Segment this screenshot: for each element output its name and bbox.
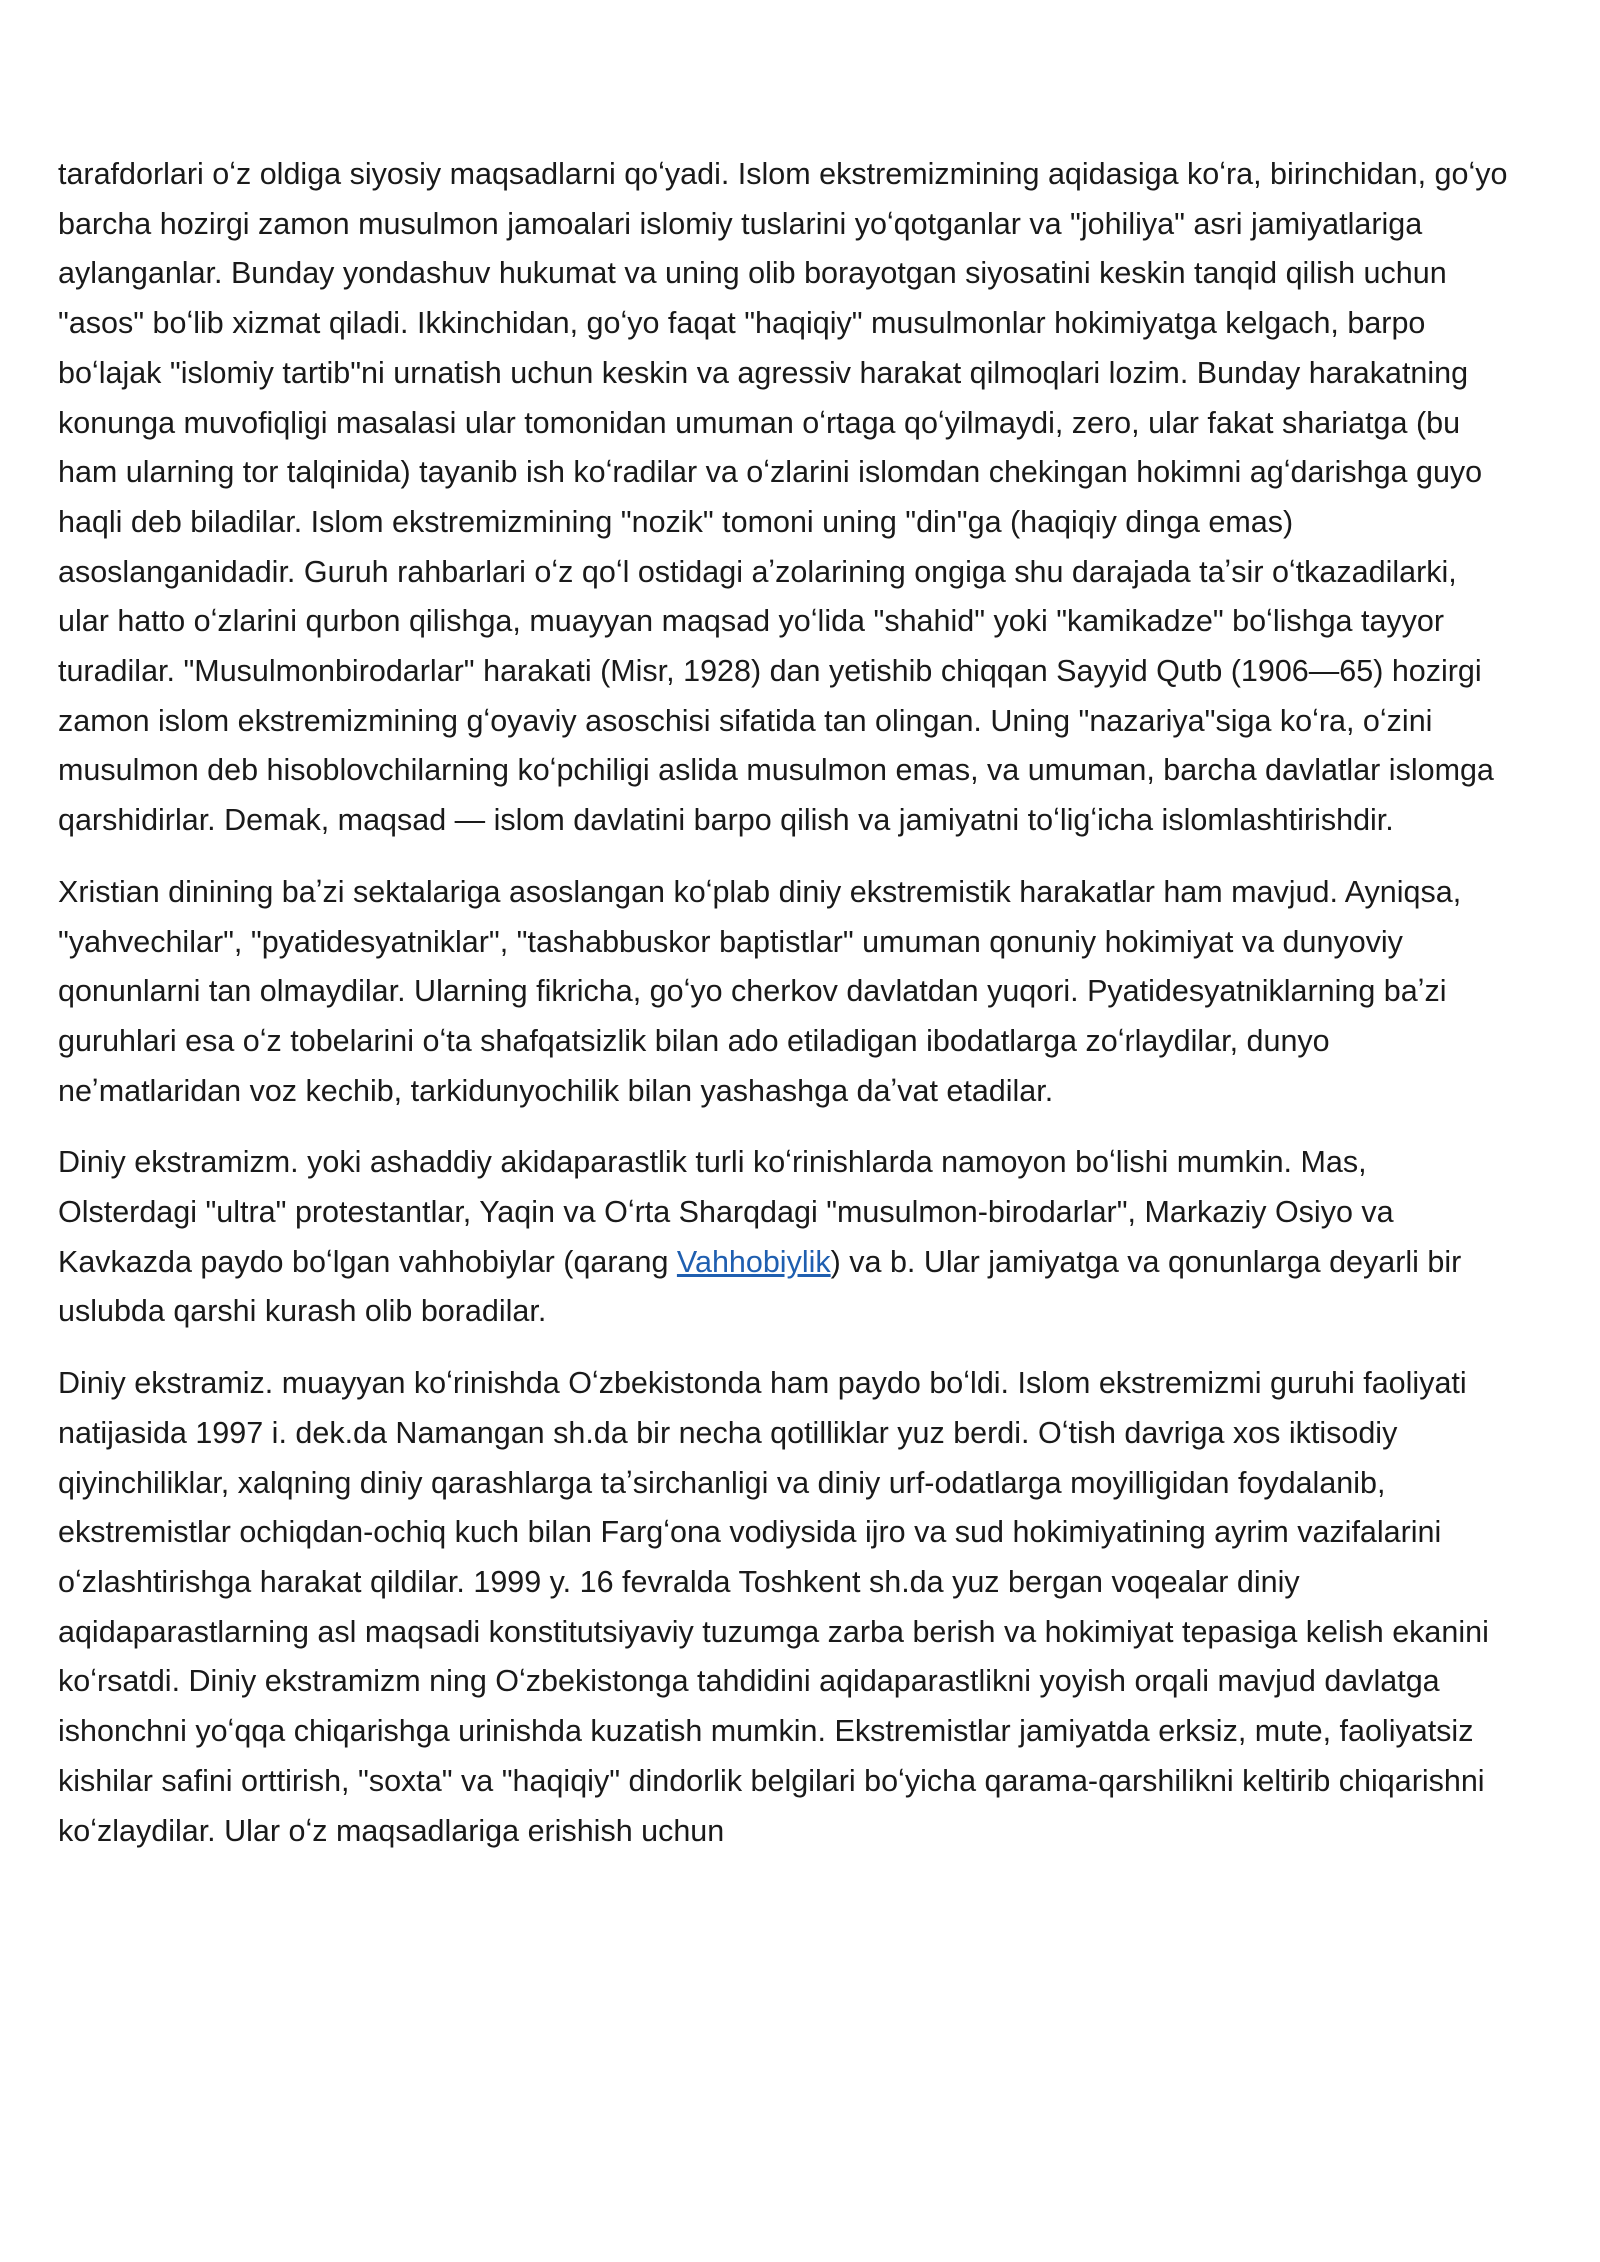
paragraph-uzbekistan (58, 1359, 1508, 1856)
paragraph-islamic-extremism (58, 150, 1508, 846)
vahhobiylik-link[interactable]: Vahhobiylik (676, 1244, 831, 1279)
paragraph-text-after-link: ) va b. Ular jamiyatga va qonunlarga deyarli bir uslubda qarshi kurash olib boradilar. (58, 1244, 1462, 1329)
paragraph-forms-of-extremism (58, 1138, 1508, 1337)
paragraph-text: tarafdorlari oʻz oldiga siyosiy maqsadlarni qoʻyadi. Islom ekstremizmining aqidasiga koʻra, birinchidan, goʻyo barcha hozirgi zamon musulmon jamoalari islomiy tuslarini yoʻqotganlar va "johiliya" asri jamiyatlariga aylanganlar. Bunday yondashuv hukumat va uning olib borayotgan siyosatini keskin tanqid qilish uchun "asos" boʻlib xizmat qiladi. Ikkinchidan, goʻyo faqat "haqiqiy" musulmonlar hokimiyatga kelgach, barpo boʻlajak "islomiy tartib"ni urnatish uchun keskin va agressiv harakat qilmoqlari lozim. Bunday harakatning konunga muvofiqligi masalasi ular tomonidan umuman oʻrtaga qoʻyilmaydi, zero, ular fakat shariatga (bu ham ularning tor talqinida) tayanib ish koʻradilar va oʻzlarini islomdan chekingan hokimni agʻdarishga guyo haqli deb biladilar. Islom ekstremizmining "nozik" tomoni uning "din"ga (haqiqiy dinga emas) asoslanganidadir. Guruh rahbarlari oʻz qoʻl ostidagi aʼzolarining ongiga shu darajada taʼsir oʻtkazadilarki, ular hatto oʻzlarini qurbon qilishga, muayyan maqsad yoʻlida "shahid" yoki "kamikadze" boʻlishga tayyor turadilar. "Musulmonbirodarlar" harakati (Misr, 1928) dan yetishib chiqqan Sayyid Qutb (1906—65) hozirgi zamon islom ekstremizmining gʻoyaviy asoschisi sifatida tan olingan. Uning "nazariya"siga koʻra, oʻzini musulmon deb hisoblovchilarning koʻpchiligi aslida musulmon emas, va umuman, barcha davlatlar islomga qarshidirlar. Demak, maqsad — islom davlatini barpo qilish va jamiyatni toʻligʻicha islomlashtirishdir. (58, 157, 1508, 838)
document-page (58, 150, 1508, 1878)
paragraph-text: Diniy ekstramiz. muayyan koʻrinishda Oʻzbekistonda ham paydo boʻldi. Islom ekstremizmi guruhi faoliyati natijasida 1997 i. dek.da Namangan sh.da bir necha qotilliklar yuz berdi. Oʻtish davriga xos iktisodiy qiyinchiliklar, xalqning diniy qarashlarga taʼsirchanligi va diniy urf-odatlarga moyilligidan foydalanib, ekstremistlar ochiqdan-ochiq kuch bilan Fargʻona vodiysida ijro va sud hokimiyatining ayrim vazifalarini oʻzlashtirishga harakat qildilar. 1999 y. 16 fevralda Toshkent sh.da yuz bergan voqealar diniy aqidaparastlarning asl maqsadi konstitutsiyaviy tuzumga zarba berish va hokimiyat tepasiga kelish ekanini koʻrsatdi. Diniy ekstramizm ning Oʻzbekistonga tahdidini aqidaparastlikni yoyish orqali mavjud davlatga ishonchni yoʻqqa chiqarishga urinishda kuzatish mumkin. Ekstremistlar jamiyatda erksiz, mute, faoliyatsiz kishilar safini orttirish, "soxta" va "haqiqiy" dindorlik belgilari boʻyicha qarama-qarshilikni keltirib chiqarishni koʻzlaydilar. Ular oʻz maqsadlariga erishish uchun (58, 1366, 1489, 1848)
paragraph-text: Xristian dinining baʼzi sektalariga asoslangan koʻplab diniy ekstremistik harakatlar ham mavjud. Ayniqsa, "yahvechilar", "pyatidesyatniklar", "tashabbuskor baptistlar" umuman qonuniy hokimiyat va dunyoviy qonunlarni tan olmaydilar. Ularning fikricha, goʻyo cherkov davlatdan yuqori. Pyatidesyatniklarning baʼzi guruhlari esa oʻz tobelarini oʻta shafqatsizlik bilan ado etiladigan ibodatlarga zoʻrlaydilar, dunyo neʼmatlaridan voz kechib, tarkidunyochilik bilan yashashga daʼvat etadilar. (58, 874, 1462, 1108)
paragraph-christian-sects (58, 868, 1508, 1117)
paragraph-text-before-link: Diniy ekstramizm. yoki ashaddiy akidaparastlik turli koʻrinishlarda namoyon boʻlishi mumkin. Mas, Olsterdagi "ultra" protestantlar, Yaqin va Oʻrta Sharqdagi "musulmon-birodarlar", Markaziy Osiyo va Kavkazda paydo boʻlgan vahhobiylar (qarang (58, 1145, 1394, 1279)
